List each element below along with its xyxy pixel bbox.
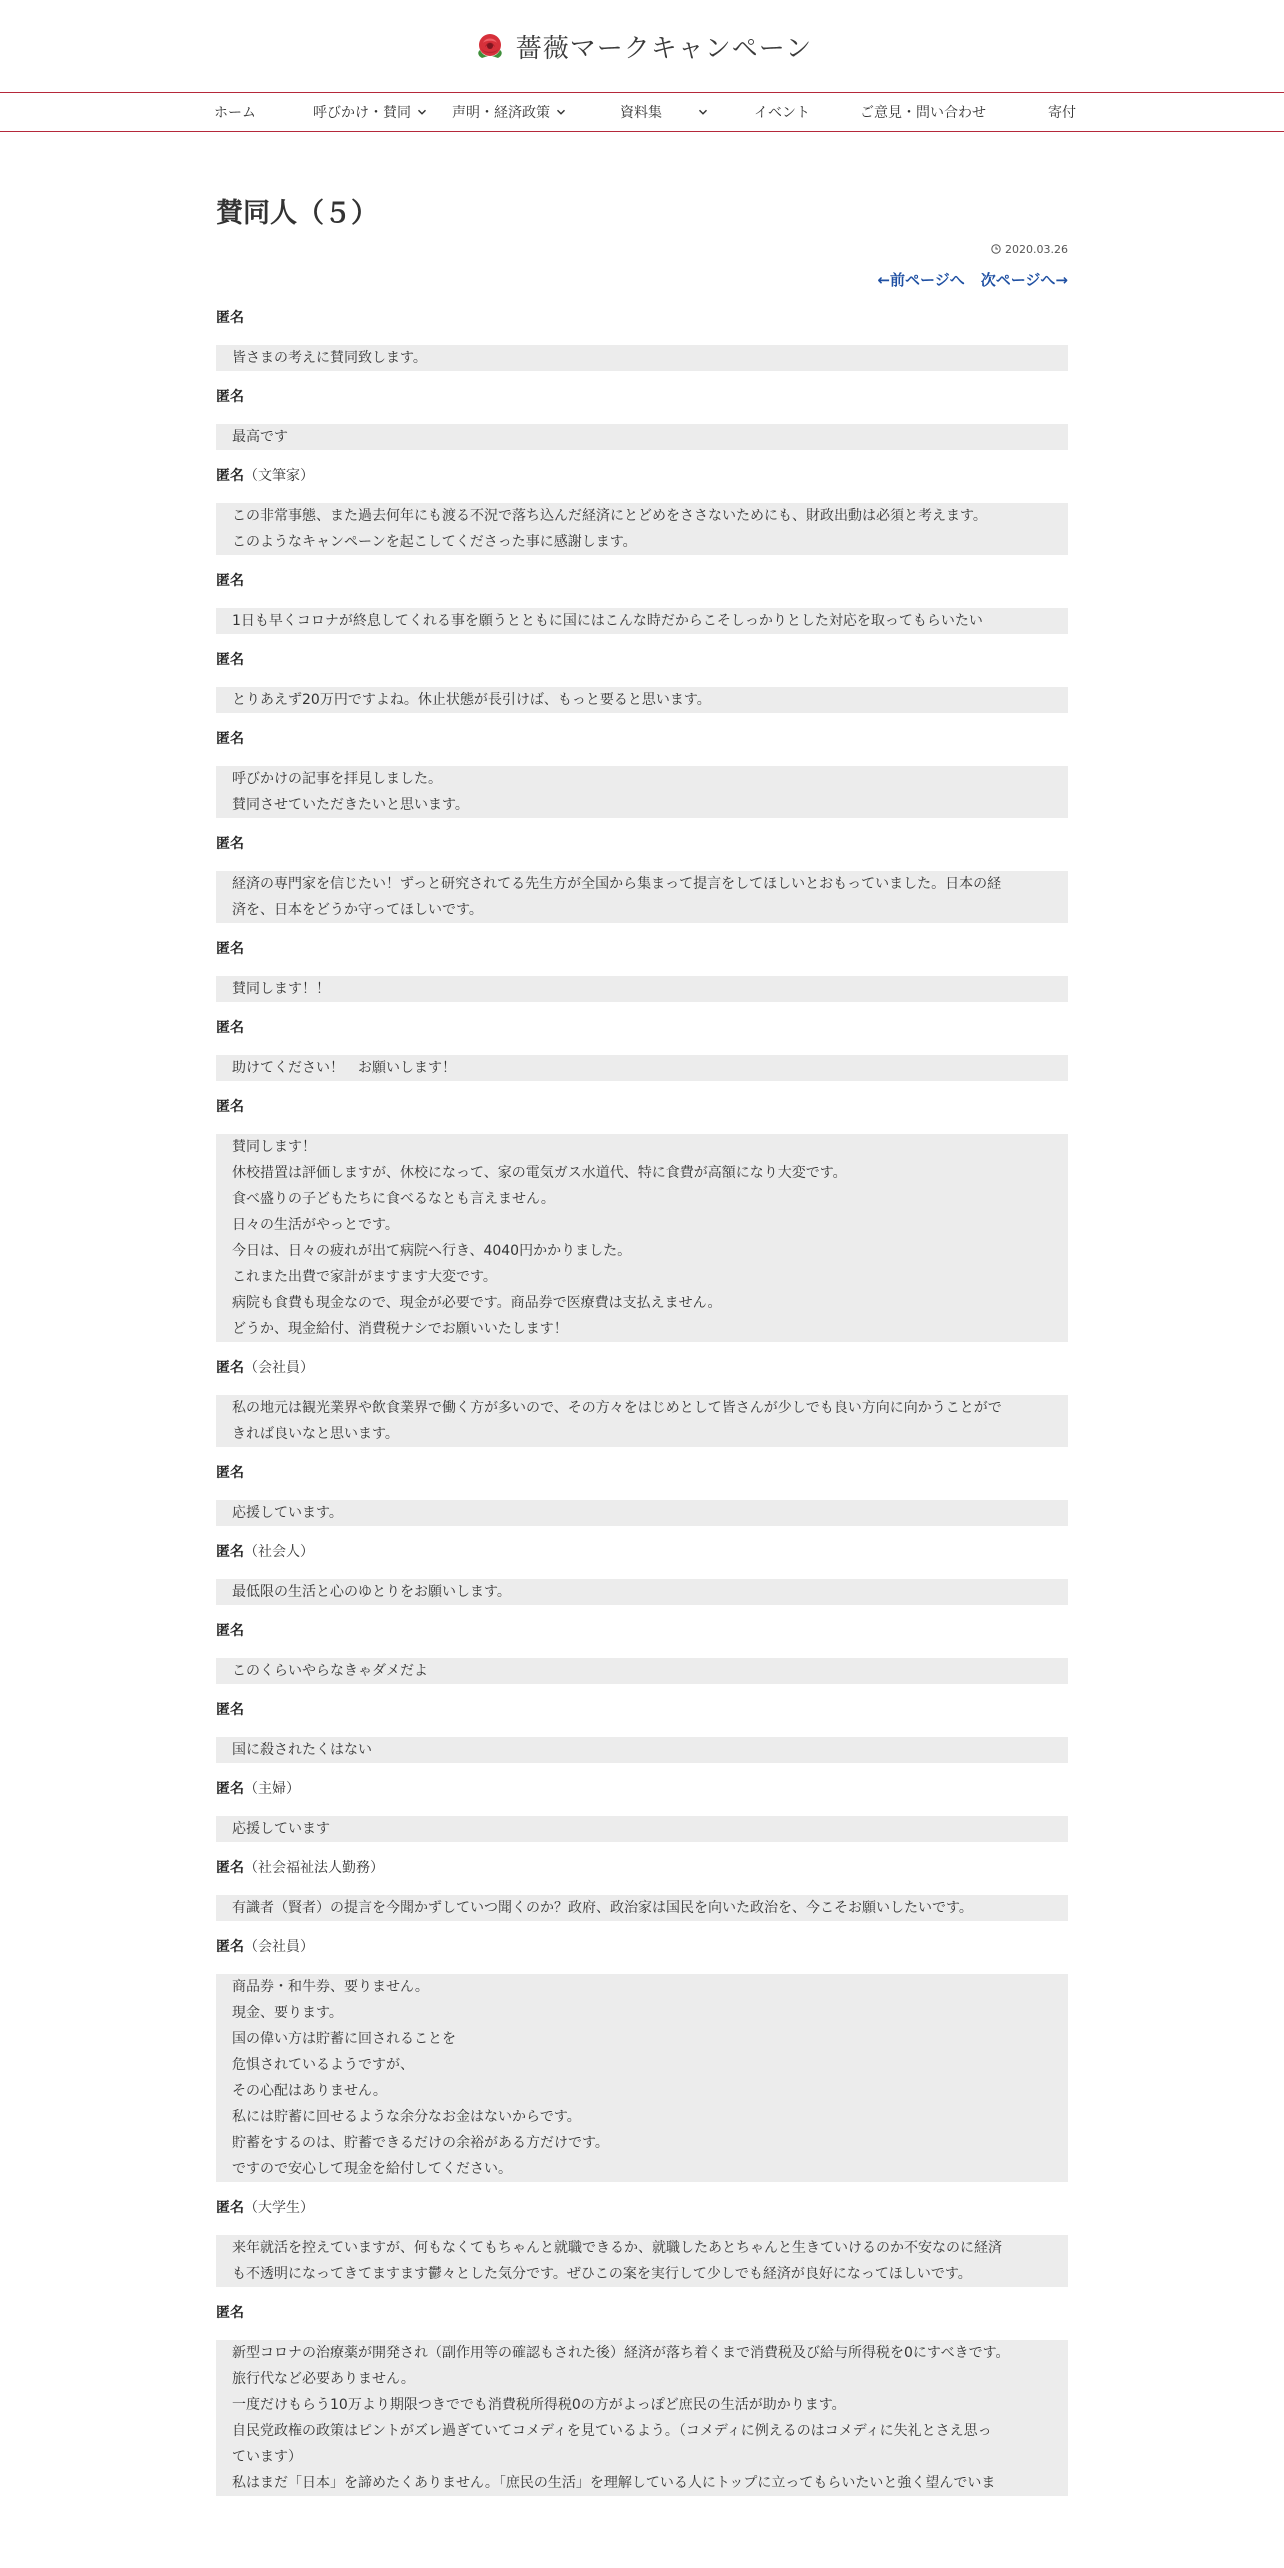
supporter-comment <box>216 1500 1068 1526</box>
supporter-entry <box>216 1358 1068 1447</box>
supporter-name-label: 匿名 <box>216 2200 244 2216</box>
chevron-down-icon <box>698 107 708 117</box>
comment-line: 応援しています <box>232 1821 330 1837</box>
supporter-comment <box>216 1895 1068 1921</box>
nav-item-label: 寄付 <box>1048 104 1076 121</box>
supporter-role: （会社員） <box>244 1939 314 1955</box>
pager <box>216 269 1068 289</box>
comment-line: 賛同します！！ <box>232 981 330 997</box>
supporter-comment <box>216 503 1068 555</box>
supporter-entry <box>216 1018 1068 1081</box>
supporter-entry <box>216 1700 1068 1763</box>
clock-icon <box>991 244 1001 254</box>
supporter-comment <box>216 1395 1068 1447</box>
supporter-name <box>216 387 1068 407</box>
supporter-comment <box>216 976 1068 1002</box>
supporter-name <box>216 1358 1068 1378</box>
comment-line: 現金、要ります。 <box>232 2005 343 2021</box>
comment-line: このくらいやらなきゃダメだよ <box>232 1663 428 1679</box>
supporter-name-label: 匿名 <box>216 731 244 747</box>
supporter-entry <box>216 939 1068 1002</box>
supporter-name <box>216 1097 1068 1117</box>
supporter-comment <box>216 1816 1068 1842</box>
supporter-comment <box>216 1737 1068 1763</box>
supporter-entry <box>216 2198 1068 2287</box>
supporter-comment <box>216 2340 1068 2496</box>
next-page-link[interactable]: 次ページへ→ <box>980 271 1068 289</box>
supporter-entry <box>216 729 1068 818</box>
supporter-name <box>216 2198 1068 2218</box>
supporter-comment <box>216 871 1068 923</box>
supporter-comment <box>216 345 1068 371</box>
comment-line: 呼びかけの記事を拝見しました。 <box>232 771 442 787</box>
site-header <box>0 0 1284 92</box>
supporter-entry <box>216 308 1068 371</box>
nav-item-label: イベント <box>754 104 810 121</box>
comment-line: 食べ盛りの子どもたちに食べるなとも言えません。 <box>232 1191 555 1207</box>
supporter-entry <box>216 834 1068 923</box>
comment-line: 私には貯蓄に回せるような余分なお金はないからです。 <box>232 2109 581 2125</box>
comment-line: 自民党政権の政策はピントがズレ過ぎていてコメディを見ているよう。（コメディに例えるのはコメディに失礼とさえ思っ <box>232 2423 992 2439</box>
supporter-role: （文筆家） <box>244 468 314 484</box>
comment-line: ています） <box>232 2449 302 2465</box>
supporter-role: （主婦） <box>244 1781 300 1797</box>
comment-line: 新型コロナの治療薬が開発され（副作用等の確認もされた後）経済が落ち着くまで消費税及び給与所得税を0にすべきです。 <box>232 2345 1010 2361</box>
comment-line: 来年就活を控えていますが、何もなくてもちゃんと就職できるか、就職したあとちゃんと生きていけるのか不安なのに経済 <box>232 2240 1002 2256</box>
supporter-name <box>216 834 1068 854</box>
comment-line: どうか、現金給付、消費税ナシでお願いいたします！ <box>232 1321 568 1337</box>
supporter-entry <box>216 1858 1068 1921</box>
comment-line: 賛同させていただきたいと思います。 <box>232 797 469 813</box>
supporter-entry <box>216 1463 1068 1526</box>
comment-line: 国の偉い方は貯蓄に回されることを <box>232 2031 456 2047</box>
supporter-comment <box>216 424 1068 450</box>
supporter-comment <box>216 1974 1068 2182</box>
nav-item-contact[interactable] <box>860 93 986 130</box>
comment-line: 貯蓄をするのは、貯蓄できるだけの余裕がある方だけです。 <box>232 2135 609 2151</box>
supporter-role: （会社員） <box>244 1360 314 1376</box>
comment-line: 賛同します！ <box>232 1139 316 1155</box>
comment-line: も不透明になってきてますます鬱々とした気分です。ぜひこの案を実行して少しでも経済が良好になってほしいです。 <box>232 2266 972 2282</box>
supporter-comment <box>216 687 1068 713</box>
post-date <box>216 241 1068 257</box>
main-content <box>216 133 1068 2512</box>
comment-line: その心配はありません。 <box>232 2083 387 2099</box>
supporter-name <box>216 1621 1068 1641</box>
supporter-name-label: 匿名 <box>216 1702 244 1718</box>
comment-line: 応援しています。 <box>232 1505 343 1521</box>
supporter-name <box>216 1463 1068 1483</box>
nav-item-label: ホーム <box>214 104 256 121</box>
nav-item-statements-policy[interactable] <box>452 93 566 130</box>
supporter-name <box>216 1858 1068 1878</box>
supporter-name <box>216 939 1068 959</box>
supporter-name-label: 匿名 <box>216 1020 244 1036</box>
prev-page-link[interactable]: ←前ページへ <box>877 271 965 289</box>
supporter-entry <box>216 571 1068 634</box>
supporter-name <box>216 308 1068 328</box>
supporter-name <box>216 1018 1068 1038</box>
comment-line: 商品券・和牛券、要りません。 <box>232 1979 429 1995</box>
comment-line: 最高です <box>232 429 288 445</box>
supporter-entry <box>216 650 1068 713</box>
supporter-name-label: 匿名 <box>216 941 244 957</box>
nav-item-materials[interactable] <box>620 93 708 130</box>
supporter-name-label: 匿名 <box>216 389 244 405</box>
supporter-role: （社会人） <box>244 1544 314 1560</box>
comment-line: 危惧されているようですが、 <box>232 2057 414 2073</box>
comment-line: 1日も早くコロナが終息してくれる事を願うとともに国にはこんな時だからこそしっかりとした対応を取ってもらいたい <box>232 613 983 629</box>
supporter-name-label: 匿名 <box>216 1860 244 1876</box>
supporter-name <box>216 571 1068 591</box>
comment-line: 日々の生活がやっとです。 <box>232 1217 399 1233</box>
nav-item-donate[interactable] <box>1048 93 1076 130</box>
supporter-name-label: 匿名 <box>216 1544 244 1560</box>
global-nav <box>0 92 1284 132</box>
supporter-comment <box>216 2235 1068 2287</box>
comment-line: 国に殺されたくはない <box>232 1742 372 1758</box>
supporter-name-label: 匿名 <box>216 2305 244 2321</box>
supporter-role: （社会福祉法人勤務） <box>244 1860 384 1876</box>
comment-line: きれば良いなと思います。 <box>232 1426 399 1442</box>
supporter-entry <box>216 1621 1068 1684</box>
chevron-down-icon <box>556 107 566 117</box>
supporter-entry <box>216 1542 1068 1605</box>
nav-item-label: 呼びかけ・賛同 <box>313 104 411 121</box>
supporter-list <box>216 308 1068 2496</box>
supporter-name <box>216 1700 1068 1720</box>
supporter-entry <box>216 1097 1068 1342</box>
supporter-name-label: 匿名 <box>216 1781 244 1797</box>
site-title: 薔薇マークキャンペーン <box>515 33 813 64</box>
supporter-name <box>216 1937 1068 1957</box>
comment-line: 今日は、日々の疲れが出て病院へ行き、4040円かかりました。 <box>232 1243 632 1259</box>
supporter-entry <box>216 387 1068 450</box>
comment-line: これまた出費で家計がますます大変です。 <box>232 1269 497 1285</box>
comment-line: このようなキャンペーンを起こしてくださった事に感謝します。 <box>232 534 637 550</box>
site-logo[interactable] <box>472 28 812 65</box>
nav-item-home[interactable] <box>214 93 256 130</box>
supporter-name <box>216 650 1068 670</box>
supporter-comment <box>216 1055 1068 1081</box>
supporter-name-label: 匿名 <box>216 1099 244 1115</box>
comment-line: 経済の専門家を信じたい！ずっと研究されてる先生方が全国から集まって提言をしてほしいとおもっていました。日本の経 <box>232 876 1002 892</box>
comment-line: 私はまだ「日本」を諦めたくありません。「庶民の生活」を理解している人にトップに立ってもらいたいと強く望んでいま <box>232 2475 996 2491</box>
supporter-comment <box>216 608 1068 634</box>
supporter-name-label: 匿名 <box>216 1465 244 1481</box>
comment-line: とりあえず20万円ですよね。休止状態が長引けば、もっと要ると思います。 <box>232 692 711 708</box>
supporter-entry <box>216 2303 1068 2496</box>
comment-line: 病院も食費も現金なので、現金が必要です。商品券で医療費は支払えません。 <box>232 1295 722 1311</box>
chevron-down-icon <box>417 107 427 117</box>
nav-item-label: 資料集 <box>620 104 662 121</box>
post-date-text: 2020.03.26 <box>1005 242 1068 256</box>
comment-line: 一度だけもらう10万より期限つきででも消費税所得税0の方がよっぽど庶民の生活が助かります。 <box>232 2397 846 2413</box>
comment-line: 皆さまの考えに賛同致します。 <box>232 350 427 366</box>
nav-item-events[interactable] <box>754 93 810 130</box>
supporter-comment <box>216 1134 1068 1342</box>
comment-line: 休校措置は評価しますが、休校になって、家の電気ガス水道代、特に食費が高額になり大変です。 <box>232 1165 847 1181</box>
supporter-name-label: 匿名 <box>216 652 244 668</box>
supporter-name-label: 匿名 <box>216 1360 244 1376</box>
comment-line: 私の地元は観光業界や飲食業界で働く方が多いので、その方々をはじめとして皆さんが少しでも良い方向に向かうことがで <box>232 1400 1002 1416</box>
supporter-name <box>216 2303 1068 2323</box>
supporter-name-label: 匿名 <box>216 1939 244 1955</box>
supporter-name-label: 匿名 <box>216 573 244 589</box>
comment-line: 最低限の生活と心のゆとりをお願いします。 <box>232 1584 511 1600</box>
supporter-name <box>216 729 1068 749</box>
comment-line: 助けてください！ お願いします！ <box>232 1060 456 1076</box>
nav-item-label: 声明・経済政策 <box>452 104 550 121</box>
supporter-entry <box>216 1779 1068 1842</box>
comment-line: ですので安心して現金を給付してください。 <box>232 2161 512 2177</box>
comment-line: 済を、日本をどうか守ってほしいです。 <box>232 902 483 918</box>
supporter-name <box>216 466 1068 486</box>
supporter-comment <box>216 766 1068 818</box>
comment-line: 旅行代など必要ありません。 <box>232 2371 415 2387</box>
supporter-comment <box>216 1579 1068 1605</box>
supporter-name-label: 匿名 <box>216 1623 244 1639</box>
nav-item-call-support[interactable] <box>313 93 427 130</box>
comment-line: この非常事態、また過去何年にも渡る不況で落ち込んだ経済にとどめをささないためにも、財政出動は必須と考えます。 <box>232 508 987 524</box>
supporter-entry <box>216 466 1068 555</box>
supporter-name <box>216 1779 1068 1799</box>
page-title: 賛同人（５） <box>216 198 378 229</box>
comment-line: 有識者（賢者）の提言を今聞かずしていつ聞くのか？政府、政治家は国民を向いた政治を、今こそお願いしたいです。 <box>232 1900 973 1916</box>
supporter-name-label: 匿名 <box>216 468 244 484</box>
supporter-name <box>216 1542 1068 1562</box>
nav-item-label: ご意見・問い合わせ <box>860 104 986 121</box>
supporter-role: （大学生） <box>244 2200 314 2216</box>
supporter-name-label: 匿名 <box>216 310 244 326</box>
supporter-entry <box>216 1937 1068 2182</box>
rose-icon <box>472 28 508 64</box>
supporter-name-label: 匿名 <box>216 836 244 852</box>
supporter-comment <box>216 1658 1068 1684</box>
